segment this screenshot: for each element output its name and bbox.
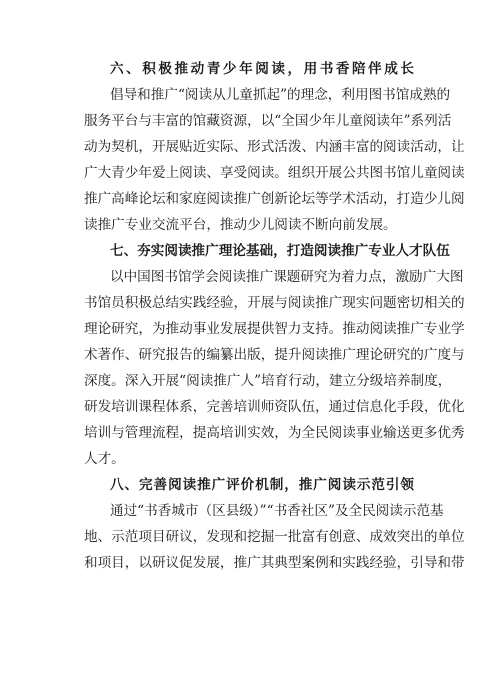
paragraph-line: 服务平台与丰富的馆藏资源，以“全国少年儿童阅读年”系列活 (84, 113, 452, 129)
section-heading-6: 六、积极推动青少年阅读，用书香陪伴成长 (110, 61, 414, 77)
section-heading-8: 八、完善阅读推广评价机制，推广阅读示范引领 (110, 477, 414, 493)
paragraph-line: 地、示范项目研议，发现和挖掘一批富有创意、成效突出的单位 (84, 529, 465, 545)
paragraph-line: 人才。 (84, 451, 125, 467)
paragraph-line: 动为契机，开展贴近实际、形式活泼、内涵丰富的阅读活动，让 (84, 139, 465, 155)
paragraph-line: 广大青少年爱上阅读、享受阅读。组织开展公共图书馆儿童阅读 (84, 165, 465, 181)
paragraph-line: 书馆员积极总结实践经验，开展与阅读推广现实问题密切相关的 (84, 295, 465, 311)
paragraph-line: 培训与管理流程，提高培训实效，为全民阅读事业输送更多优秀 (84, 425, 465, 441)
paragraph-line: 术著作、研究报告的编纂出版，提升阅读推广理论研究的广度与 (84, 347, 465, 363)
paragraph-line: 以中国图书馆学会阅读推广课题研究为着力点，激励广大图 (110, 269, 464, 285)
paragraph-line: 理论研究，为推动事业发展提供智力支持。推动阅读推广专业学 (84, 321, 465, 337)
paragraph-line: 研发培训课程体系，完善培训师资队伍，通过信息化手段，优化 (84, 399, 465, 415)
paragraph-line: 深度。深入开展“阅读推广人”培育行动，建立分级培养制度， (84, 373, 452, 389)
paragraph-line: 通过“书香城市（区县级）”“书香社区”及全民阅读示范基 (110, 503, 444, 519)
section-heading-7: 七、夯实阅读推广理论基础，打造阅读推广专业人才队伍 (110, 243, 450, 259)
paragraph-line: 推广高峰论坛和家庭阅读推广创新论坛等学术活动，打造少儿阅 (84, 191, 465, 207)
paragraph-line: 倡导和推广“阅读从儿童抓起”的理念，利用图书馆成熟的 (110, 87, 451, 103)
paragraph-line: 读推广专业交流平台，推动少儿阅读不断向前发展。 (84, 217, 397, 233)
paragraph-line: 和项目，以研议促发展，推广其典型案例和实践经验，引导和带 (84, 555, 465, 571)
